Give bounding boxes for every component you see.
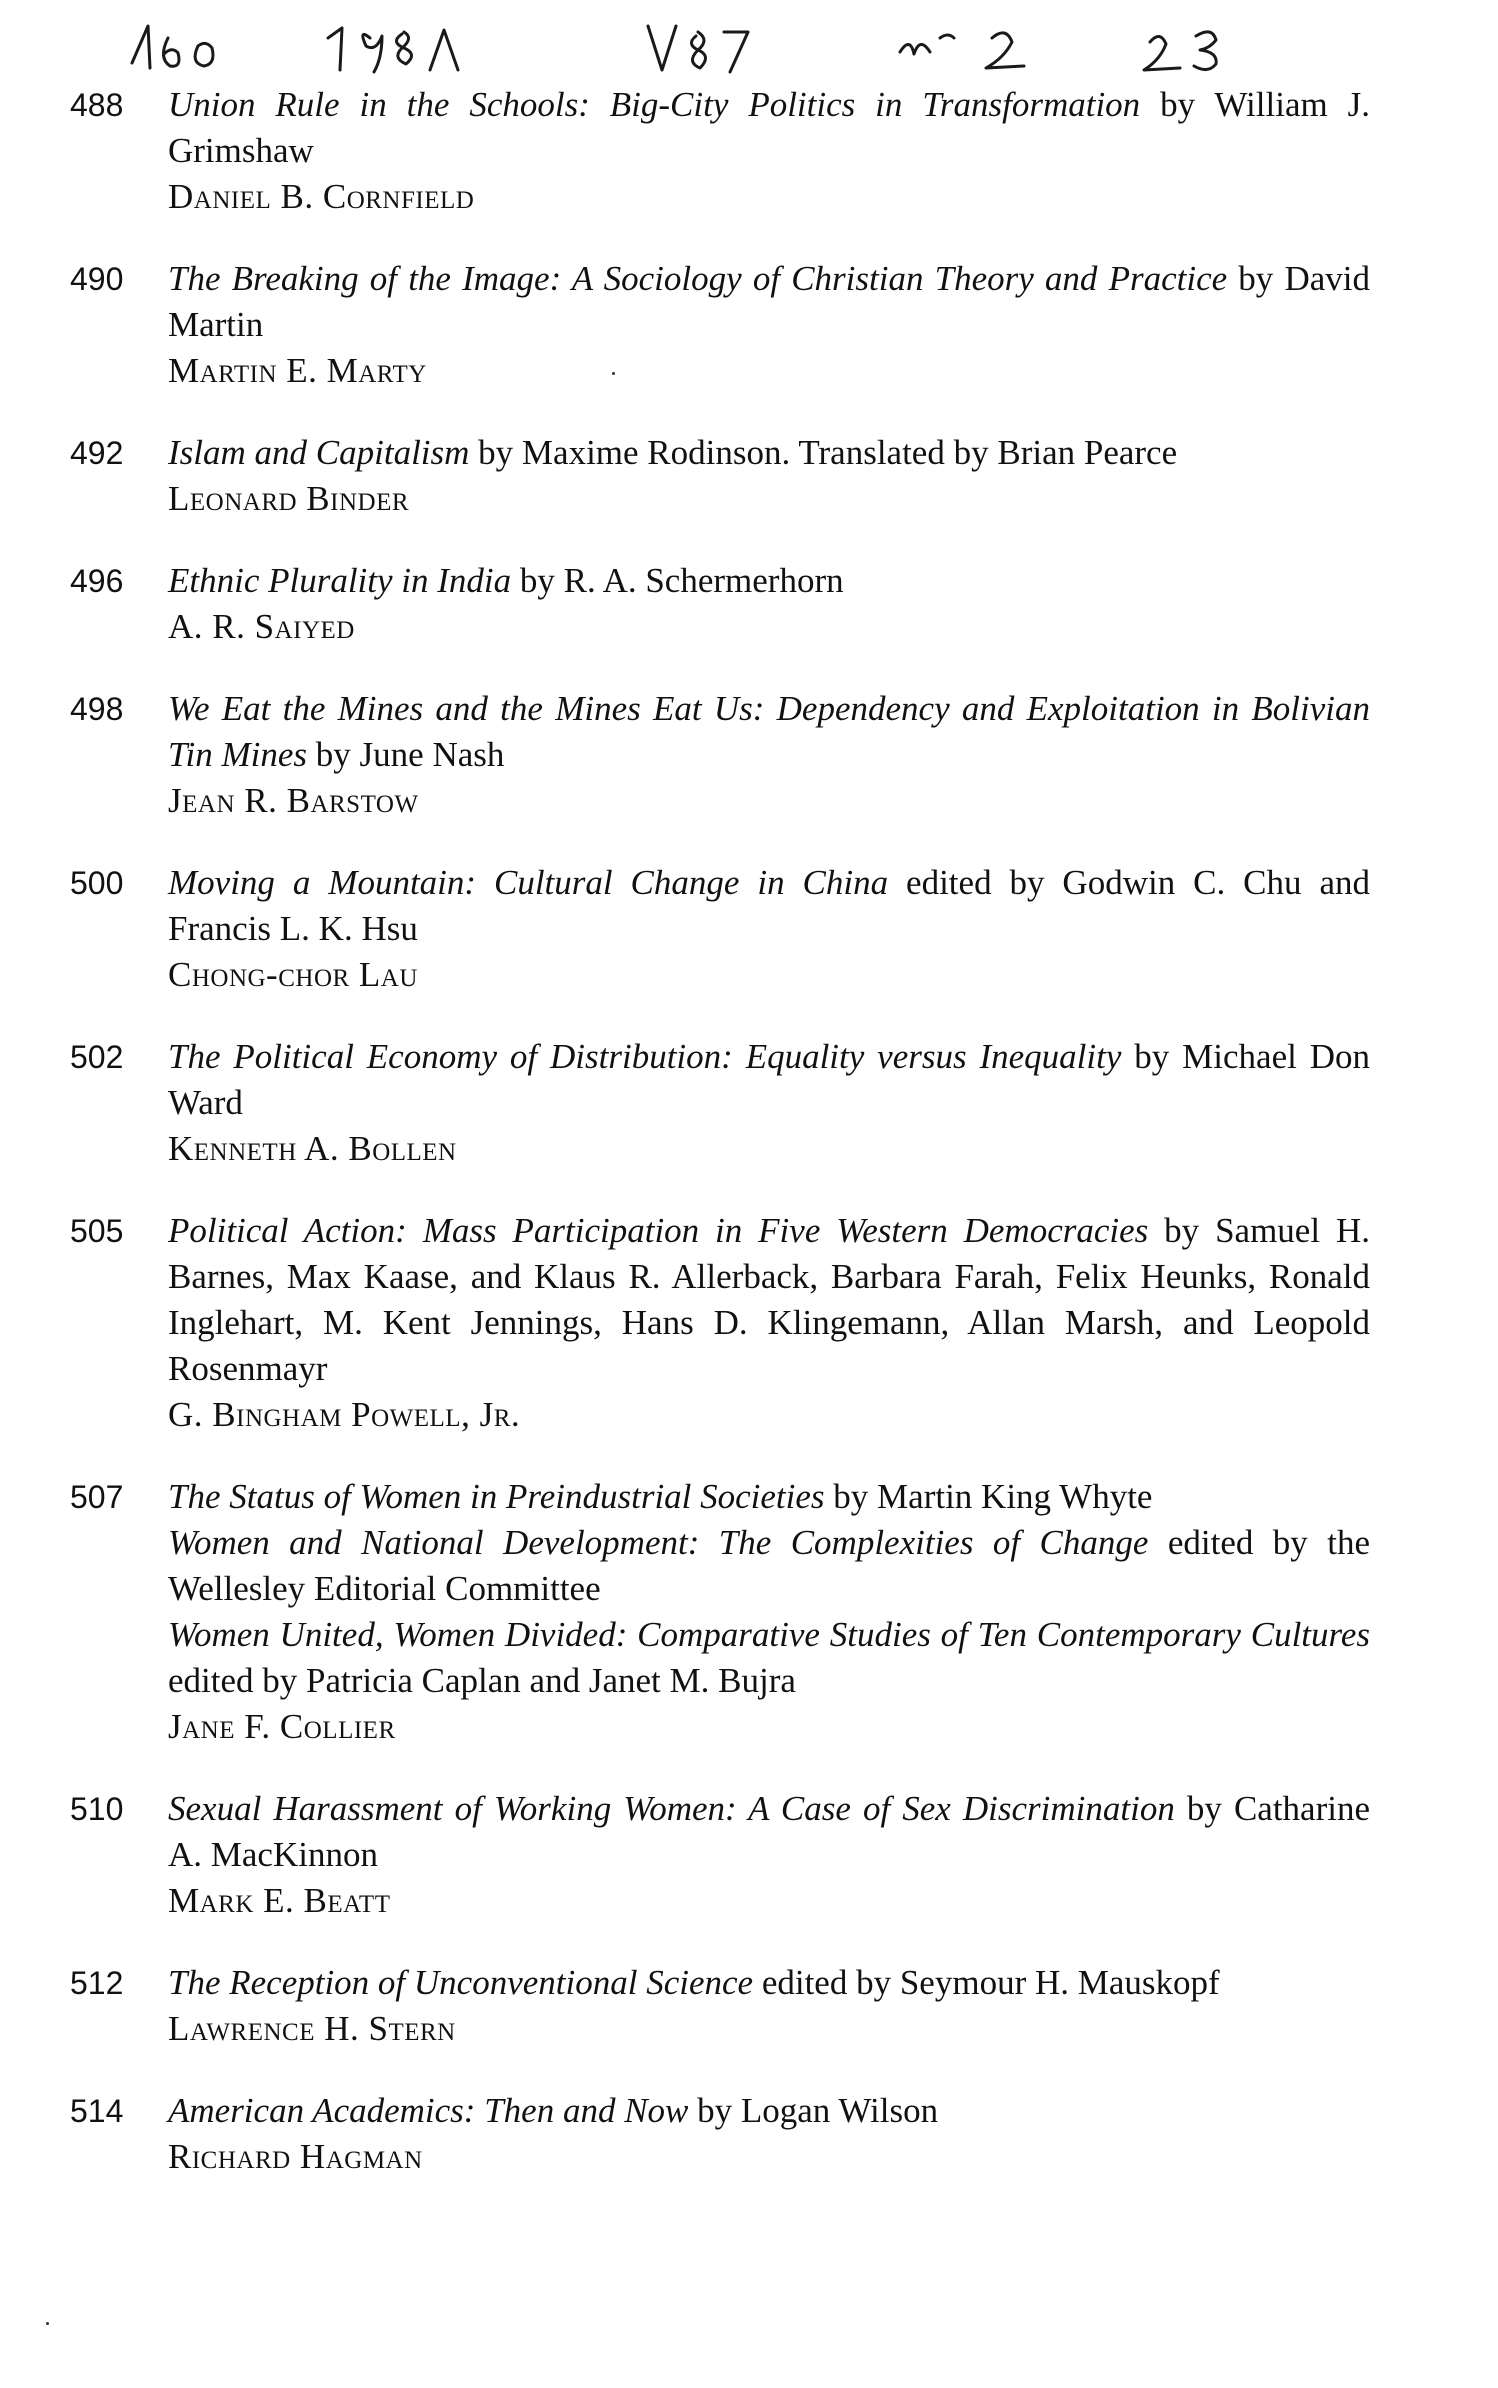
reviewer-name: Richard Hagman (168, 2137, 423, 2176)
page-number: 488 (70, 87, 124, 123)
book-title: Women United, Women Divided: Comparative Studies of Ten Contemporary Cultures (168, 1615, 1370, 1654)
scan-speck (612, 372, 615, 375)
review-entry (70, 1034, 1370, 1172)
reviewed-work (168, 430, 1370, 476)
review-entry (70, 82, 1370, 220)
book-title: Political Action: Mass Participation in Five Western Democracies (168, 1211, 1149, 1250)
book-author: by Samuel H. Barnes, Max Kaase, and Klaus R. Allerback, Barbara Farah, Felix Heunks, Ronald Inglehart, M. Kent Jennings, Hans D. Klingemann, Allan Marsh, and Leopold Rosenmayr (168, 1211, 1370, 1388)
reviewer-name: Kenneth A. Bollen (168, 1129, 457, 1168)
book-title: The Breaking of the Image: A Sociology of Christian Theory and Practice (168, 259, 1228, 298)
page-number: 512 (70, 1965, 124, 2001)
book-author: by June Nash (307, 735, 505, 774)
reviewed-work (168, 1208, 1370, 1392)
page-number: 500 (70, 865, 124, 901)
book-title: Union Rule in the Schools: Big-City Politics in Transformation (168, 85, 1141, 124)
review-entry (70, 686, 1370, 824)
reviewer-name: Chong-chor Lau (168, 955, 418, 994)
review-listing (70, 82, 1370, 2216)
reviewer-name: Leonard Binder (168, 479, 410, 518)
book-title: Moving a Mountain: Cultural Change in China (168, 863, 889, 902)
page-number: 507 (70, 1479, 124, 1515)
reviewer-name: Jean R. Barstow (168, 781, 419, 820)
reviewed-work (168, 82, 1370, 174)
page-number: 502 (70, 1039, 124, 1075)
page-number: 510 (70, 1791, 124, 1827)
page-number: 496 (70, 563, 124, 599)
review-entry (70, 860, 1370, 998)
book-author: by Martin King Whyte (824, 1477, 1153, 1516)
review-entry (70, 558, 1370, 650)
page-number: 505 (70, 1213, 124, 1249)
book-author: by Logan Wilson (688, 2091, 939, 2130)
reviewer-name: Martin E. Marty (168, 351, 427, 390)
reviewed-work (168, 1520, 1370, 1612)
book-author: edited by Godwin C. Chu and Francis L. K. Hsu (168, 863, 1370, 948)
review-entry (70, 1960, 1370, 2052)
review-entry (70, 1474, 1370, 1750)
book-title: Sexual Harassment of Working Women: A Case of Sex Discrimination (168, 1789, 1175, 1828)
book-author: by David Martin (168, 259, 1370, 344)
page-number: 514 (70, 2093, 124, 2129)
book-title: Ethnic Plurality in India (168, 561, 512, 600)
book-author: by Catharine A. MacKinnon (168, 1789, 1370, 1874)
reviewed-work (168, 1960, 1370, 2006)
review-entry (70, 2088, 1370, 2180)
reviewed-work (168, 1612, 1370, 1704)
book-author: by Michael Don Ward (168, 1037, 1370, 1122)
reviewed-work (168, 860, 1370, 952)
book-author: by William J. Grimshaw (168, 85, 1371, 170)
book-author: edited by the Wellesley Editorial Committee (168, 1523, 1370, 1608)
scan-speck (46, 2322, 49, 2325)
book-author: edited by Patricia Caplan and Janet M. Bujra (168, 1661, 796, 1700)
reviewer-name: Jane F. Collier (168, 1707, 396, 1746)
reviewed-work (168, 686, 1370, 778)
review-entry (70, 1208, 1370, 1438)
page-number: 490 (70, 261, 124, 297)
reviewed-work (168, 1786, 1370, 1878)
book-author: edited by Seymour H. Mauskopf (753, 1963, 1220, 2002)
book-title: The Status of Women in Preindustrial Societies (168, 1477, 825, 1516)
reviewer-name: Daniel B. Cornfield (168, 177, 475, 216)
reviewed-work (168, 558, 1370, 604)
reviewed-work (168, 256, 1370, 348)
book-title: Islam and Capitalism (168, 433, 470, 472)
reviewer-name: A. R. Saiyed (168, 607, 355, 646)
review-entry (70, 430, 1370, 522)
page-number: 492 (70, 435, 124, 471)
book-author: by Maxime Rodinson. Translated by Brian Pearce (469, 433, 1178, 472)
book-title: The Political Economy of Distribution: Equality versus Inequality (168, 1037, 1122, 1076)
reviewer-name: G. Bingham Powell, Jr. (168, 1395, 521, 1434)
book-title: Women and National Development: The Complexities of Change (168, 1523, 1149, 1562)
reviewed-work (168, 1474, 1370, 1520)
book-author: by R. A. Schermerhorn (511, 561, 844, 600)
reviewed-work (168, 1034, 1370, 1126)
review-entry (70, 1786, 1370, 1924)
reviewed-work (168, 2088, 1370, 2134)
reviewer-name: Lawrence H. Stern (168, 2009, 456, 2048)
reviewer-name: Mark E. Beatt (168, 1881, 391, 1920)
book-title: American Academics: Then and Now (168, 2091, 689, 2130)
book-title: The Reception of Unconventional Science (168, 1963, 754, 2002)
review-entry (70, 256, 1370, 394)
page-number: 498 (70, 691, 124, 727)
book-title: We Eat the Mines and the Mines Eat Us: Dependency and Exploitation in Bolivian Tin Mines (168, 689, 1370, 774)
